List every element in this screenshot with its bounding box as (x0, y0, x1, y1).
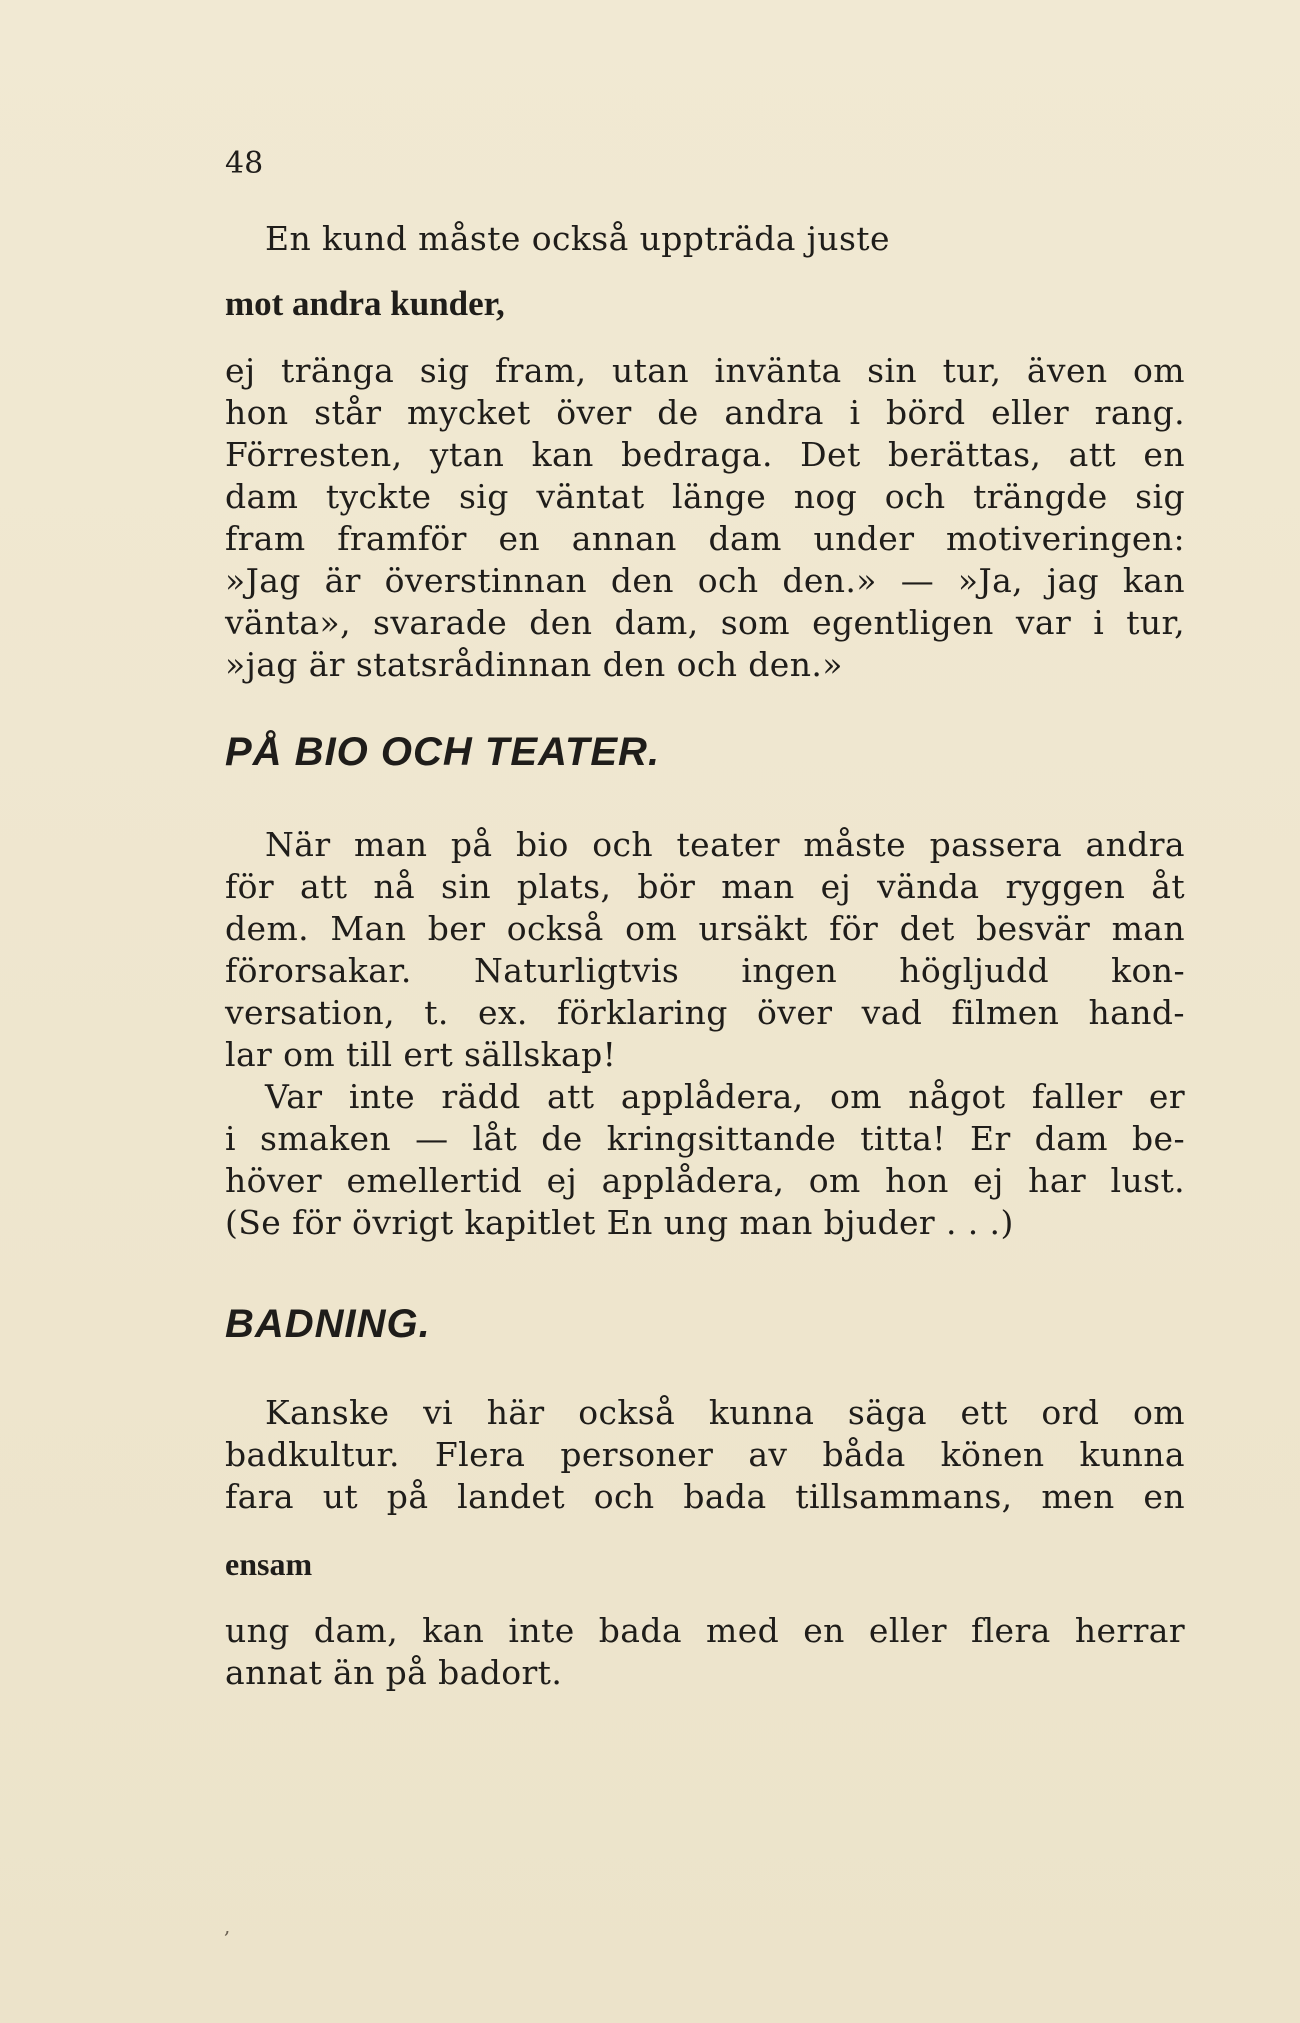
text-line: hon står mycket över de andra i börd eller rang. (225, 393, 1185, 432)
text-line: dem. Man ber också om ursäkt för det besvär man (225, 909, 1185, 948)
text-line: (Se för övrigt kapitlet En ung man bjuder . . .) (225, 1203, 1014, 1242)
text-line: En kund måste också uppträda juste (265, 219, 890, 258)
text-line: badkultur. Flera personer av båda könen kunna (225, 1435, 1185, 1474)
section-heading-badning: BADNING. (225, 1302, 431, 1346)
bold-word: ensam (225, 1546, 313, 1582)
text-line: fara ut på landet och bada tillsammans, men en (225, 1477, 1185, 1516)
paragraph-badning-cont (225, 1610, 1185, 1694)
text-line: fram framför en annan dam under motiveringen: (225, 519, 1185, 558)
text-line: versation, t. ex. förklaring över vad filmen hand- (225, 993, 1185, 1032)
bold-phrase: mot andra kunder, (225, 284, 505, 323)
text-line: Kanske vi här också kunna säga ett ord om (265, 1393, 1185, 1432)
ink-mark: , (224, 1914, 231, 1938)
intro-paragraph (225, 218, 1185, 260)
text-line: Var inte rädd att applådera, om något faller er (265, 1077, 1185, 1116)
text-line: förorsakar. Naturligtvis ingen högljudd kon- (225, 951, 1185, 990)
text-line: i smaken — låt de kringsittande titta! Er dam be- (225, 1119, 1185, 1158)
text-line: lar om till ert sällskap! (225, 1035, 617, 1074)
text-line: ung dam, kan inte bada med en eller flera herrar (225, 1611, 1185, 1650)
text-line: annat än på badort. (225, 1653, 563, 1692)
section-heading-bio: PÅ BIO OCH TEATER. (225, 730, 661, 774)
paragraph-badning (225, 1392, 1185, 1518)
text-line: När man på bio och teater måste passera andra (265, 825, 1185, 864)
text-line: höver emellertid ej applådera, om hon ej har lust. (225, 1161, 1185, 1200)
text-line: ej tränga sig fram, utan invänta sin tur, även om (225, 351, 1185, 390)
text-line: vänta», svarade den dam, som egentligen var i tur, (225, 603, 1185, 642)
text-line: dam tyckte sig väntat länge nog och trängde sig (225, 477, 1185, 516)
text-line: »Jag är överstinnan den och den.» — »Ja, jag kan (225, 561, 1185, 600)
paragraph-kunder (225, 350, 1185, 686)
text-line: för att nå sin plats, bör man ej vända ryggen åt (225, 867, 1185, 906)
text-line: Förresten, ytan kan bedraga. Det berättas, att en (225, 435, 1185, 474)
paragraph-bio (225, 824, 1185, 1244)
page-number: 48 (225, 146, 264, 181)
text-line: »jag är statsrådinnan den och den.» (225, 645, 843, 684)
